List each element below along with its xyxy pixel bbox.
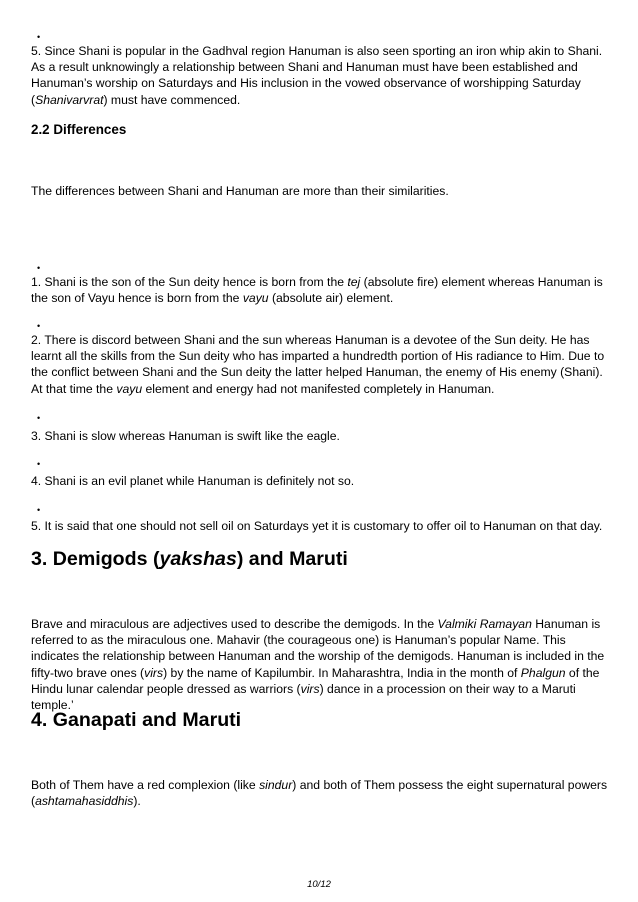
shani-similarity-item-5: [31, 43, 611, 108]
section-heading-differences: 2.2 Differences: [31, 122, 127, 137]
bullet-marker: •: [37, 263, 41, 273]
section-heading-ganapati: 4. Ganapati and Maruti: [31, 709, 242, 731]
ganapati-paragraph: [31, 777, 611, 809]
difference-item-4: 4. Shani is an evil planet while Hanuman is definitely not so.: [31, 474, 355, 488]
differences-intro: The differences between Shani and Hanuman are more than their similarities.: [31, 184, 449, 198]
italic-term: Shanivarvrat: [35, 92, 104, 107]
text-run: 1. Shani is the son of the Sun deity hence is born from the: [31, 275, 348, 289]
italic-term: Valmiki Ramayan: [437, 617, 532, 631]
italic-term: yakshas: [159, 548, 237, 570]
text-run: (absolute air) element.: [268, 291, 394, 306]
italic-term: tej: [347, 275, 361, 289]
italic-term: sindur: [259, 778, 293, 792]
italic-term: ashtamahasiddhis: [35, 794, 134, 809]
italic-term: vayu: [116, 381, 143, 396]
text-run: (absolute fire) element whereas Hanuman is the son of Vayu hence is born from the: [31, 275, 603, 306]
text-run: Brave and miraculous are adjectives used to describe the demigods. In the: [31, 617, 438, 631]
text-run: 5. Since Shani is popular in the Gadhval region Hanuman is also seen sporting an iron whip akin to Shani. As a result unknowingly a relationship between Shani and Hanuman must have been established and Hanuman’s worship on Saturdays and His inclusion in the vowed observance of worshipping Saturday (: [31, 44, 603, 107]
bullet-marker: •: [37, 505, 41, 515]
heading-text: 3. Demigods (: [31, 548, 160, 570]
demigods-paragraph: [31, 616, 611, 713]
page-number: 10/12: [307, 879, 331, 890]
text-run: ) must have commenced.: [103, 92, 241, 107]
difference-item-2: [31, 332, 611, 397]
text-run: ).: [133, 794, 141, 809]
text-run: Both of Them have a red complexion (like: [31, 778, 260, 792]
text-run: of the Hindu lunar calendar people dressed as warriors (: [31, 665, 600, 696]
text-run: Hanuman is referred to as the miraculous one. Mahavir (the courageous one) is Hanuman’s popular Name. This indicates the relationship between Hanuman and the worship of the demigods. Hanuman is included in the fifty-two brave ones (: [31, 617, 605, 680]
italic-term: Phalgun: [520, 665, 566, 680]
text-run: ) by the name of Kapilumbir. In Maharashtra, India in the month of: [163, 665, 521, 680]
text-run: ) and both of Them possess the eight supernatural powers (: [31, 778, 608, 809]
heading-text: ) and Maruti: [236, 548, 348, 570]
difference-item-3: 3. Shani is slow whereas Hanuman is swift like the eagle.: [31, 429, 340, 443]
italic-term: virs: [144, 665, 164, 680]
text-run: 2. There is discord between Shani and the sun whereas Hanuman is a devotee of the Sun deity. He has learnt all the skills from the Sun deity who has imparted a hundredth portion of His radiance to Him. Due to the conflict between Shani and the Sun deity the latter helped Hanuman, the enemy of His enemy (Shani). At that time the: [31, 333, 605, 396]
bullet-marker: •: [37, 459, 41, 469]
text-run: ) dance in a procession on their way to a Maruti temple.’: [31, 681, 576, 713]
text-run: element and energy had not manifested completely in Hanuman.: [142, 381, 495, 396]
bullet-marker: •: [37, 413, 41, 423]
section-heading-demigods: [31, 547, 348, 571]
italic-term: virs: [300, 681, 320, 696]
difference-item-5: 5. It is said that one should not sell oil on Saturdays yet it is customary to offer oil to Hanuman on that day.: [31, 519, 603, 533]
bullet-marker: •: [37, 321, 41, 331]
difference-item-1: [31, 274, 611, 306]
bullet-marker: •: [37, 32, 41, 42]
italic-term: vayu: [242, 291, 269, 306]
